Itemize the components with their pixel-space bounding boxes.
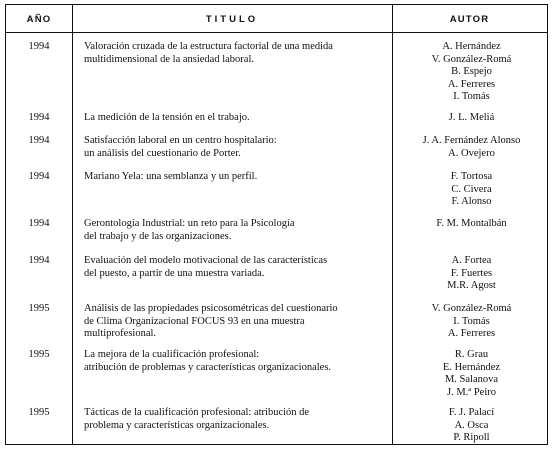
row-year: 1995 <box>28 349 50 360</box>
title-line: Tácticas de la cualificación profesional: atribución de <box>84 407 310 418</box>
row-title <box>84 135 384 160</box>
header-year: AÑO <box>26 13 52 25</box>
row-authors <box>394 349 549 399</box>
author-name: V. González-Romá <box>431 53 512 65</box>
row-year: 1995 <box>28 303 50 314</box>
author-name: V. González-Romá <box>431 303 512 314</box>
title-line: Mariano Yela: una semblanza y un perfil. <box>84 171 258 182</box>
row-year: 1994 <box>28 112 50 123</box>
publications-table <box>5 4 548 445</box>
author-name: I. Tomás <box>453 315 490 327</box>
row-title <box>84 218 384 243</box>
author-name: I. Tomás <box>453 91 490 102</box>
author-name: A. Osca <box>454 419 489 431</box>
author-name: A. Ovejero <box>448 147 495 159</box>
title-line: La mejora de la cualificación profesional: <box>84 349 260 360</box>
author-name: R. Grau <box>454 349 489 360</box>
header-title: TITULO <box>205 13 259 25</box>
author-name: A. Ferreres <box>447 328 496 339</box>
author-name: A. Ferreres <box>447 78 496 90</box>
title-line: atribución de problemas y características organizacionales. <box>84 361 332 373</box>
title-line: multiprofesional. <box>84 328 157 339</box>
row-year: 1994 <box>28 135 50 146</box>
row-title <box>84 303 384 341</box>
title-line: Satisfacción laboral en un centro hospitalario: <box>84 135 277 146</box>
author-name: A. Hernández <box>442 41 501 52</box>
author-name: E. Hernández <box>442 361 501 373</box>
row-authors <box>394 218 549 231</box>
row-authors <box>394 112 549 125</box>
row-title <box>84 171 384 184</box>
author-name: F. Alonso <box>451 196 492 207</box>
row-authors <box>394 255 549 293</box>
title-line: de Clima Organizacional FOCUS 93 en una muestra <box>84 315 305 327</box>
row-authors <box>394 41 549 104</box>
row-authors <box>394 303 549 341</box>
author-name: C. Civera <box>451 183 492 195</box>
title-line: multidimensional de la ansiedad laboral. <box>84 53 254 65</box>
title-line: Análisis de las propiedades psicosométricas del cuestionario <box>84 303 338 314</box>
author-name: J. M.ª Peiro <box>447 386 496 398</box>
author-name: M. Salanova <box>444 374 499 385</box>
title-line: del trabajo y de las organizaciones. <box>84 230 232 242</box>
title-line: Valoración cruzada de la estructura factorial de una medida <box>84 41 333 52</box>
author-name: F. M. Montalbán <box>436 218 507 229</box>
column-divider-title <box>392 5 393 444</box>
title-line: problema y características organizacionales. <box>84 419 270 431</box>
row-year: 1994 <box>28 218 50 229</box>
row-title <box>84 407 384 432</box>
row-authors <box>394 135 549 160</box>
author-name: P. Ripoll <box>453 432 490 443</box>
row-year: 1994 <box>28 255 50 266</box>
row-authors <box>394 171 549 209</box>
row-title <box>84 349 384 374</box>
author-name: M.R. Agost <box>447 280 496 291</box>
author-name: F. J. Palací <box>448 407 495 418</box>
author-name: J. A. Fernández Alonso <box>422 135 521 146</box>
title-line: del puesto, a partir de una muestra variada. <box>84 267 265 279</box>
title-line: Evaluación del modelo motivacional de las características <box>84 255 328 266</box>
title-line: Gerontología Industrial: un reto para la Psicología <box>84 218 295 229</box>
row-year: 1995 <box>28 407 50 418</box>
author-name: F. Fuertes <box>450 267 493 279</box>
author-name: B. Espejo <box>451 66 492 77</box>
title-line: La medición de la tensión en el trabajo. <box>84 112 250 123</box>
author-name: J. L. Meliá <box>448 112 495 123</box>
author-name: A. Fortea <box>451 255 492 266</box>
header-author: AUTOR <box>449 13 490 25</box>
row-authors <box>394 407 549 445</box>
header-divider <box>6 32 547 33</box>
row-title <box>84 112 384 125</box>
title-line: un análisis del cuestionario de Porter. <box>84 147 241 159</box>
author-name: F. Tortosa <box>450 171 493 182</box>
row-title <box>84 41 384 66</box>
row-year: 1994 <box>28 171 50 182</box>
row-year: 1994 <box>28 41 50 52</box>
column-divider-year <box>72 5 73 444</box>
row-title <box>84 255 384 280</box>
